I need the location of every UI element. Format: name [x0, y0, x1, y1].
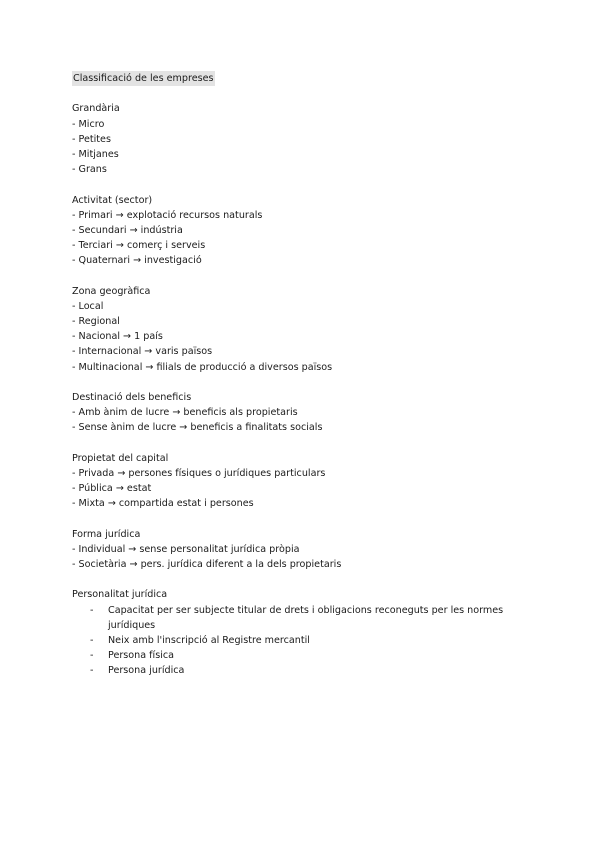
list-item: - Local — [72, 300, 104, 312]
dash-marker: - — [90, 665, 94, 677]
list-item: - Secundari → indústria — [72, 224, 183, 236]
section-block — [72, 451, 542, 527]
spacer — [72, 86, 542, 101]
list-item: - Sense ànim de lucre → beneficis a finalitats socials — [72, 422, 323, 434]
sub-list-text: Capacitat per ser subjecte titular de drets i obligacions reconeguts per les normes jurídiques — [108, 604, 504, 631]
list-item: - Amb ànim de lucre → beneficis als propietaris — [72, 407, 298, 419]
sub-list-text: Persona jurídica — [108, 665, 185, 677]
list-item: - Terciari → comerç i serveis — [72, 240, 206, 252]
section-heading: Destinació dels beneficis — [72, 391, 192, 403]
section-block — [72, 101, 542, 192]
sub-list-text: Persona física — [108, 650, 175, 662]
spacer — [72, 572, 542, 587]
dash-marker: - — [90, 650, 94, 662]
list-item: - Societària → pers. jurídica diferent a la dels propietaris — [72, 559, 342, 570]
sub-list-item — [72, 648, 542, 663]
section-block — [72, 390, 542, 451]
list-item: - Grans — [72, 164, 107, 176]
spacer — [72, 375, 542, 390]
spacer — [72, 436, 542, 451]
list-item: - Mixta → compartida estat i persones — [72, 498, 254, 510]
spacer — [72, 177, 542, 192]
section-heading: Forma jurídica — [72, 528, 141, 540]
section-personalitat — [72, 587, 542, 678]
list-item: - Nacional → 1 país — [72, 331, 163, 343]
list-item: - Primari → explotació recursos naturals — [72, 209, 263, 221]
list-item: - Pública → estat — [72, 483, 152, 495]
list-item: - Privada → persones físiques o jurídiques particulars — [72, 467, 326, 479]
section-block — [72, 193, 542, 284]
section-block — [72, 284, 542, 390]
sub-list-item — [72, 663, 542, 678]
sub-list-item — [72, 633, 542, 648]
section-heading: Grandària — [72, 103, 120, 115]
spacer — [72, 268, 542, 283]
section-block — [72, 527, 542, 588]
sub-list-item — [72, 603, 542, 633]
list-item: - Mitjanes — [72, 148, 119, 160]
section-heading: Personalitat jurídica — [72, 589, 168, 601]
title-line — [72, 71, 542, 86]
sections-container — [72, 101, 542, 587]
list-item: - Petites — [72, 133, 111, 145]
list-item: - Multinacional → filials de producció a diversos països — [72, 361, 333, 373]
spacer — [72, 511, 542, 526]
dash-marker: - — [90, 634, 94, 646]
document-title: Classificació de les empreses — [73, 73, 214, 84]
section-heading: Zona geogràfica — [72, 285, 151, 297]
section-heading: Propietat del capital — [72, 452, 169, 464]
list-item: - Regional — [72, 316, 120, 327]
list-item: - Micro — [72, 118, 105, 130]
list-item: - Individual → sense personalitat jurídica pròpia — [72, 543, 300, 555]
sub-list-text: Neix amb l'inscripció al Registre mercantil — [108, 634, 310, 646]
document-page — [72, 71, 542, 679]
list-item: - Internacional → varis països — [72, 346, 213, 358]
dash-marker: - — [90, 604, 94, 616]
section-heading: Activitat (sector) — [72, 194, 153, 206]
list-item: - Quaternari → investigació — [72, 255, 202, 267]
